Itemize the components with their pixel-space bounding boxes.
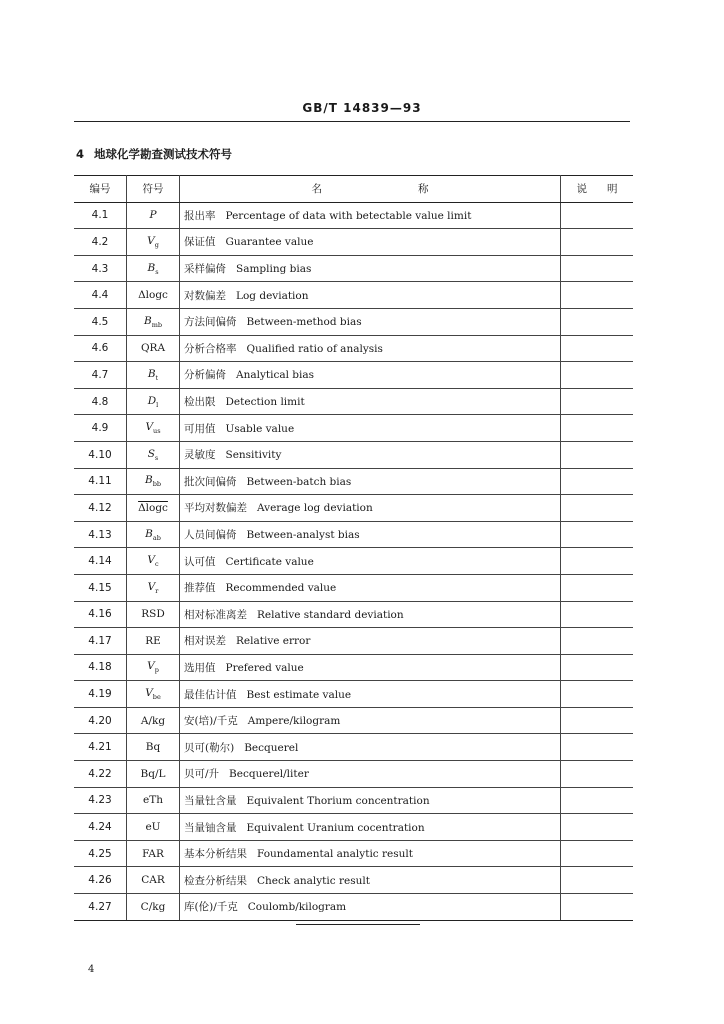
row-remark [561, 574, 634, 601]
table-row [74, 654, 633, 681]
footer-rule [296, 924, 420, 925]
symbol-main: V [147, 580, 156, 593]
symbol-main: S [147, 447, 155, 460]
name-english: Relative standard deviation [257, 608, 404, 621]
row-symbol [127, 787, 180, 814]
name-english: Equivalent Uranium cocentration [246, 821, 425, 834]
row-remark [561, 814, 634, 841]
name-chinese: 当量钍含量 [184, 794, 237, 807]
name-english: Best estimate value [246, 688, 352, 701]
symbol-main: RE [145, 634, 161, 647]
name-chinese: 分析合格率 [184, 342, 237, 355]
table-row [74, 761, 633, 788]
row-symbol [127, 362, 180, 389]
row-symbol [127, 840, 180, 867]
name-chinese: 报出率 [184, 209, 216, 222]
row-name [180, 601, 561, 628]
table-row [74, 362, 633, 389]
table-row [74, 867, 633, 894]
name-english: Foundamental analytic result [257, 848, 413, 861]
row-name [180, 787, 561, 814]
symbol-main: B [144, 474, 153, 487]
name-english: Average log deviation [257, 502, 373, 515]
name-english: Detection limit [225, 396, 305, 409]
header-remark-left: 说 [576, 183, 587, 196]
name-chinese: 认可值 [184, 555, 216, 568]
row-remark [561, 787, 634, 814]
symbol-main: V [145, 421, 154, 434]
table-row [74, 814, 633, 841]
table-row [74, 601, 633, 628]
symbol-main: Δlogc [138, 501, 168, 514]
symbol-main: B [147, 367, 156, 380]
table-row [74, 495, 633, 522]
row-symbol [127, 734, 180, 761]
row-name [180, 548, 561, 575]
symbol-main: V [147, 660, 155, 673]
row-remark [561, 734, 634, 761]
name-chinese: 批次间偏倚 [184, 475, 237, 488]
standard-code: GB/T 14839—93 [302, 101, 422, 115]
page-number: 4 [88, 964, 95, 975]
row-name [180, 202, 561, 229]
symbol-subscript: mb [151, 320, 163, 329]
row-name [180, 628, 561, 655]
table-row [74, 308, 633, 335]
row-remark [561, 308, 634, 335]
table-row [74, 840, 633, 867]
row-symbol [127, 814, 180, 841]
row-symbol [127, 229, 180, 256]
table-row [74, 681, 633, 708]
table-row [74, 468, 633, 495]
row-remark [561, 521, 634, 548]
name-english: Qualified ratio of analysis [246, 342, 383, 355]
name-chinese: 相对误差 [184, 635, 226, 648]
name-english: Becquerel [244, 741, 299, 754]
row-name [180, 707, 561, 734]
symbol-main: V [145, 687, 153, 700]
name-chinese: 贝可(勒尔) [184, 741, 235, 754]
row-number: 4.23 [74, 787, 127, 814]
name-english: Becquerel/liter [229, 768, 309, 781]
table-body [74, 202, 633, 920]
name-chinese: 灵敏度 [184, 449, 216, 462]
row-symbol [127, 335, 180, 362]
symbol-subscript: r [155, 586, 159, 595]
symbol-subscript: t [155, 373, 159, 382]
table-row [74, 202, 633, 229]
row-remark [561, 894, 634, 921]
row-number: 4.24 [74, 814, 127, 841]
table-row [74, 734, 633, 761]
row-number: 4.10 [74, 441, 127, 468]
table-row [74, 894, 633, 921]
name-english: Prefered value [225, 661, 304, 674]
symbol-main: RSD [141, 608, 165, 621]
row-symbol [127, 601, 180, 628]
row-symbol [127, 282, 180, 309]
symbol-main: V [147, 234, 155, 247]
symbol-main: eU [145, 821, 161, 834]
row-remark [561, 415, 634, 442]
symbol-subscript: bb [152, 480, 162, 489]
row-symbol [127, 255, 180, 282]
symbol-subscript: c [154, 560, 159, 569]
row-number: 4.1 [74, 202, 127, 229]
symbol-main: D [147, 394, 157, 407]
name-chinese: 采样偏倚 [184, 263, 226, 276]
row-remark [561, 362, 634, 389]
symbol-subscript: s [154, 453, 159, 462]
header-name [180, 176, 561, 203]
symbol-main: Bq [145, 741, 161, 754]
row-number: 4.9 [74, 415, 127, 442]
name-english: Coulomb/kilogram [247, 901, 347, 914]
row-symbol [127, 628, 180, 655]
row-number: 4.19 [74, 681, 127, 708]
name-chinese: 贝可/升 [184, 768, 220, 781]
name-english: Relative error [236, 635, 311, 648]
symbol-main: B [143, 314, 152, 327]
row-name [180, 468, 561, 495]
table-row [74, 335, 633, 362]
row-remark [561, 840, 634, 867]
table-row [74, 707, 633, 734]
row-symbol [127, 388, 180, 415]
name-chinese: 对数偏差 [184, 289, 226, 302]
table-row [74, 255, 633, 282]
table-row [74, 415, 633, 442]
symbol-subscript: ab [152, 533, 161, 542]
name-english: Certificate value [225, 555, 314, 568]
row-remark [561, 628, 634, 655]
row-symbol [127, 548, 180, 575]
row-number: 4.3 [74, 255, 127, 282]
row-number: 4.22 [74, 761, 127, 788]
name-english: Sensitivity [225, 449, 282, 462]
header-remark [561, 176, 634, 203]
row-name [180, 362, 561, 389]
table-row [74, 548, 633, 575]
header-remark-right: 明 [607, 183, 618, 196]
name-english: Log deviation [236, 289, 309, 302]
name-english: Between-analyst bias [246, 529, 360, 542]
name-english: Guarantee value [225, 236, 314, 249]
header-no: 编号 [74, 176, 127, 203]
symbol-subscript: be [152, 693, 161, 702]
row-symbol [127, 495, 180, 522]
name-english: Between-method bias [246, 316, 362, 329]
row-remark [561, 548, 634, 575]
symbol-main: V [147, 554, 155, 567]
row-remark [561, 388, 634, 415]
row-symbol [127, 761, 180, 788]
name-english: Between-batch bias [246, 475, 352, 488]
row-name [180, 734, 561, 761]
row-name [180, 894, 561, 921]
name-chinese: 人员间偏倚 [184, 529, 237, 542]
name-chinese: 基本分析结果 [184, 848, 247, 861]
row-symbol [127, 867, 180, 894]
row-number: 4.4 [74, 282, 127, 309]
symbol-subscript: us [153, 427, 161, 436]
symbol-main: B [145, 527, 153, 540]
table-header-row [74, 176, 633, 203]
row-symbol [127, 441, 180, 468]
name-chinese: 最佳估计值 [184, 688, 237, 701]
row-name [180, 521, 561, 548]
row-number: 4.11 [74, 468, 127, 495]
table-row [74, 441, 633, 468]
symbol-table [74, 175, 633, 921]
name-english: Ampere/kilogram [247, 715, 341, 728]
section-title-text: 地球化学勘查测试技术符号 [94, 147, 232, 161]
row-symbol [127, 574, 180, 601]
name-chinese: 可用值 [184, 422, 216, 435]
row-number: 4.16 [74, 601, 127, 628]
row-number: 4.6 [74, 335, 127, 362]
row-number: 4.18 [74, 654, 127, 681]
row-remark [561, 202, 634, 229]
symbol-subscript: p [154, 666, 159, 675]
row-symbol [127, 202, 180, 229]
row-symbol [127, 308, 180, 335]
row-number: 4.26 [74, 867, 127, 894]
row-name [180, 761, 561, 788]
row-number: 4.7 [74, 362, 127, 389]
row-remark [561, 468, 634, 495]
row-number: 4.13 [74, 521, 127, 548]
row-name [180, 415, 561, 442]
table-row [74, 787, 633, 814]
row-symbol [127, 415, 180, 442]
row-remark [561, 441, 634, 468]
name-chinese: 分析偏倚 [184, 369, 226, 382]
table-row [74, 628, 633, 655]
symbol-subscript: s [155, 267, 159, 276]
row-name [180, 840, 561, 867]
table-row [74, 521, 633, 548]
name-english: Recommended value [225, 582, 337, 595]
table-row [74, 229, 633, 256]
name-chinese: 选用值 [184, 661, 216, 674]
name-english: Equivalent Thorium concentration [246, 794, 430, 807]
row-remark [561, 495, 634, 522]
row-name [180, 441, 561, 468]
row-remark [561, 229, 634, 256]
name-chinese: 平均对数偏差 [184, 502, 247, 515]
row-number: 4.8 [74, 388, 127, 415]
name-chinese: 保证值 [184, 236, 216, 249]
row-name [180, 335, 561, 362]
row-symbol [127, 654, 180, 681]
name-english: Analytical bias [236, 369, 315, 382]
name-english: Sampling bias [236, 263, 312, 276]
row-remark [561, 707, 634, 734]
row-remark [561, 681, 634, 708]
row-remark [561, 654, 634, 681]
header-rule [74, 121, 630, 122]
symbol-main: FAR [142, 847, 164, 860]
name-chinese: 安(培)/千克 [184, 715, 238, 728]
row-number: 4.12 [74, 495, 127, 522]
row-remark [561, 255, 634, 282]
row-symbol [127, 707, 180, 734]
row-name [180, 388, 561, 415]
name-english: Check analytic result [257, 874, 370, 887]
header-name-left: 名 [311, 183, 322, 196]
name-chinese: 相对标准离差 [184, 608, 247, 621]
row-symbol [127, 468, 180, 495]
symbol-main: CAR [141, 874, 165, 887]
row-name [180, 229, 561, 256]
symbol-main: QRA [140, 342, 166, 355]
row-symbol [127, 521, 180, 548]
symbol-main: Bq/L [140, 767, 166, 780]
name-chinese: 方法间偏倚 [184, 316, 237, 329]
symbol-subscript: g [154, 240, 159, 249]
row-number: 4.20 [74, 707, 127, 734]
name-chinese: 当量铀含量 [184, 821, 237, 834]
row-number: 4.25 [74, 840, 127, 867]
name-chinese: 检查分析结果 [184, 874, 247, 887]
section-number: 4 [76, 147, 85, 161]
name-english: Percentage of data with betectable value limit [225, 209, 472, 222]
section-title [76, 146, 232, 162]
row-remark [561, 282, 634, 309]
symbol-main: Δlogc [138, 289, 168, 302]
row-name [180, 308, 561, 335]
table-row [74, 574, 633, 601]
row-remark [561, 761, 634, 788]
symbol-main: C/kg [140, 900, 166, 913]
row-name [180, 654, 561, 681]
row-name [180, 255, 561, 282]
row-name [180, 681, 561, 708]
name-chinese: 检出限 [184, 396, 216, 409]
name-chinese: 推荐值 [184, 582, 216, 595]
row-remark [561, 335, 634, 362]
row-number: 4.2 [74, 229, 127, 256]
name-chinese: 库(伦)/千克 [184, 901, 238, 914]
symbol-subscript: l [156, 400, 159, 409]
symbol-main: eTh [143, 794, 163, 807]
row-symbol [127, 681, 180, 708]
row-number: 4.15 [74, 574, 127, 601]
row-name [180, 282, 561, 309]
row-number: 4.14 [74, 548, 127, 575]
name-english: Usable value [225, 422, 295, 435]
row-remark [561, 867, 634, 894]
row-symbol [127, 894, 180, 921]
row-number: 4.5 [74, 308, 127, 335]
row-number: 4.27 [74, 894, 127, 921]
table-row [74, 282, 633, 309]
row-name [180, 495, 561, 522]
row-number: 4.21 [74, 734, 127, 761]
table-row [74, 388, 633, 415]
row-name [180, 814, 561, 841]
symbol-main: P [149, 209, 157, 222]
row-name [180, 574, 561, 601]
row-number: 4.17 [74, 628, 127, 655]
row-remark [561, 601, 634, 628]
header-symbol: 符号 [127, 176, 180, 203]
symbol-main: A/kg [140, 714, 166, 727]
header-name-right: 称 [418, 183, 429, 196]
symbol-main: B [147, 261, 156, 274]
row-name [180, 867, 561, 894]
